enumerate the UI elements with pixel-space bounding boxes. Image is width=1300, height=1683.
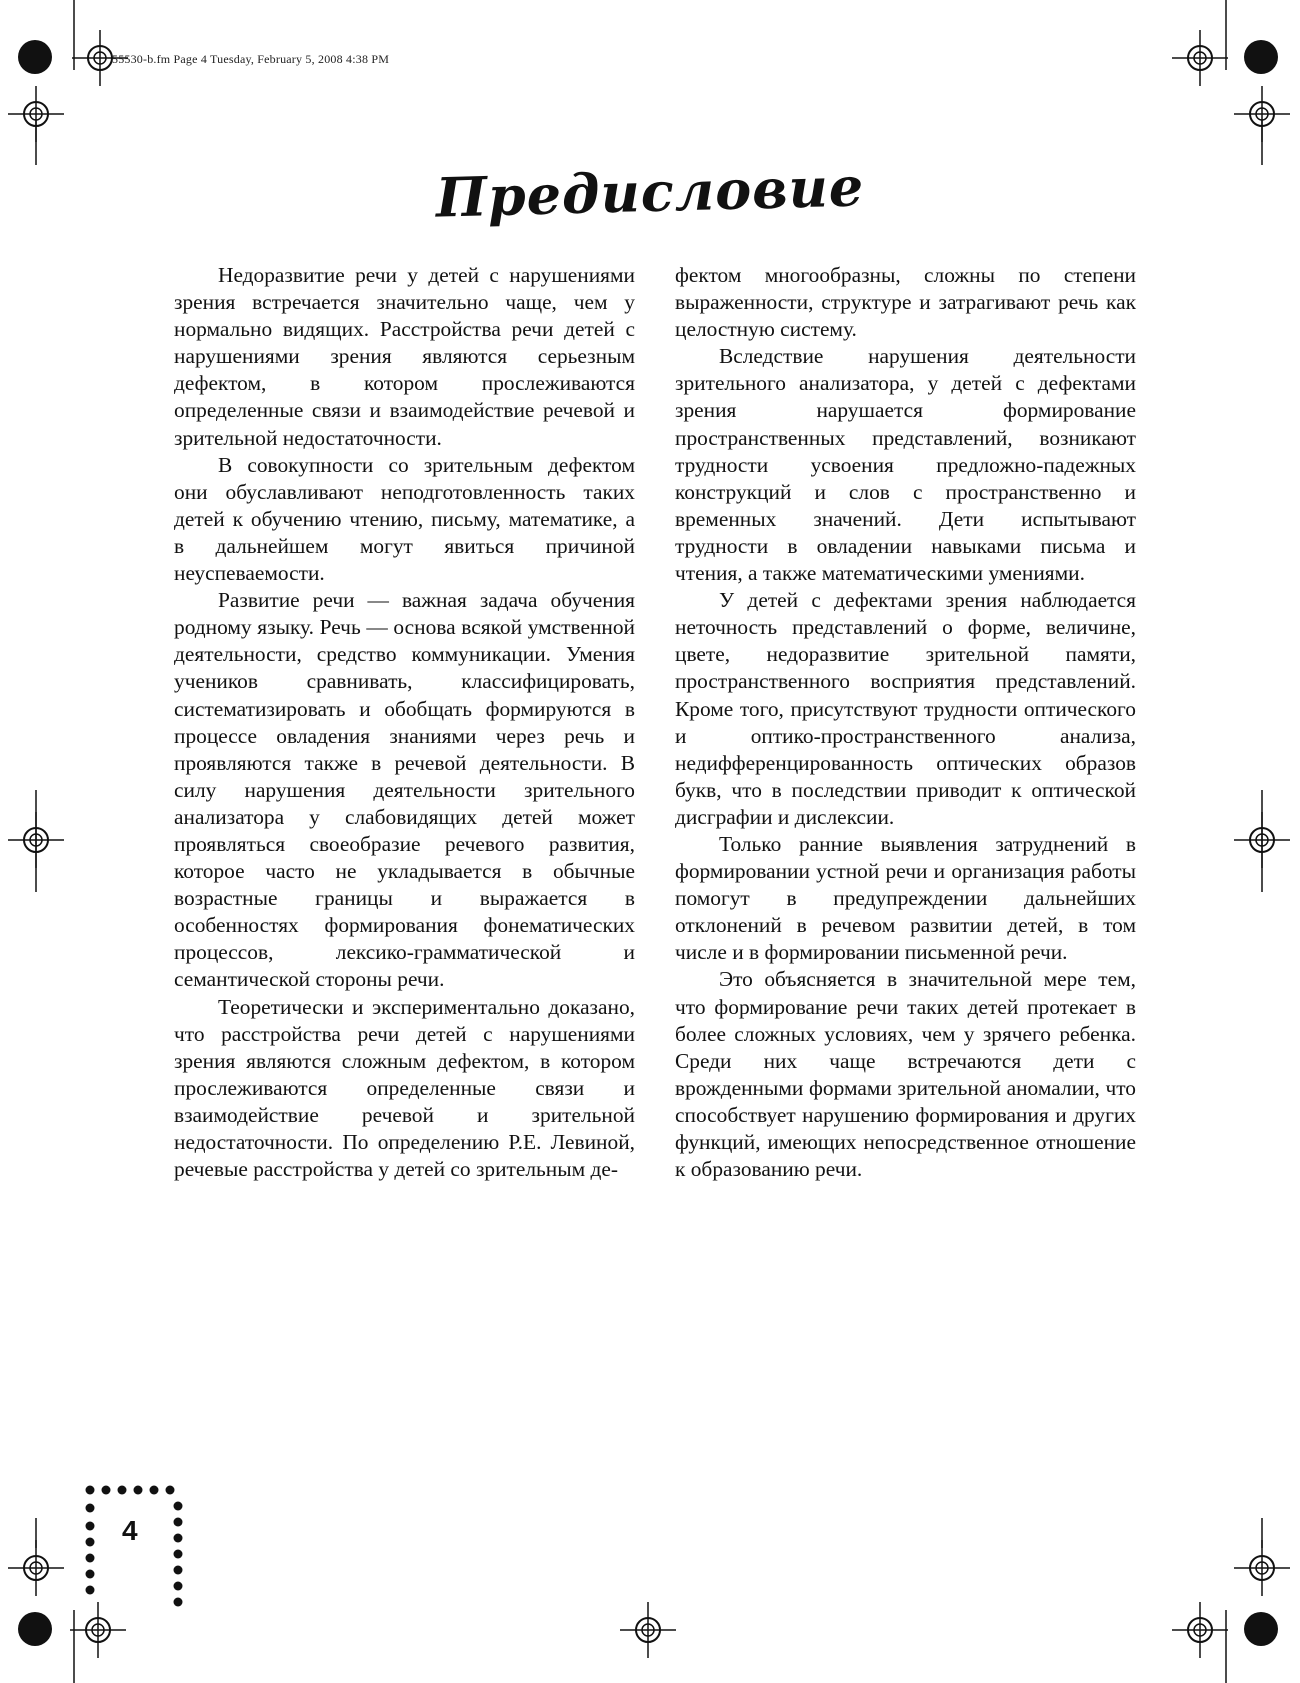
paragraph: Это объясняется в значительной мере тем, что формирование речи таких детей протекает в более сложных условиях, чем у зрячего ребенка. Среди них чаще встречаются дети с врожденными формами зрительной аномалии, что способствует нарушению формирования и других функций, имеющих непосредственное отношение к образованию речи.: [675, 967, 1136, 1182]
paragraph: Вследствие нарушения деятельности зрительного анализатора, у детей с дефектами зрения нарушается формирование пространственных представлений, возникают трудности усвоения предложно-падежных конструкций и слов с пространственно и временных значений. Дети испытывают трудности в овладении навыками письма и чтения, а также математическими умениями.: [675, 344, 1136, 586]
paragraph: У детей с дефектами зрения наблюдается неточность представлений о форме, величине, цвете, недоразвитие зрительной памяти, пространственного восприятия представлений. Кроме того, присутствуют трудности оптического и оптико-пространственного анализа, недифференцированность оптических образов букв, что в последствии приводит к оптической дисграфии и дислексии.: [675, 588, 1136, 829]
left-column: [174, 262, 635, 1183]
corner-dot-bottom-left-icon: [18, 1612, 52, 1646]
page-title: Предисловие: [435, 154, 865, 230]
page-number-frame: [80, 1484, 188, 1610]
corner-dot-bottom-right-icon: [1244, 1612, 1278, 1646]
page-number: 4: [122, 1515, 138, 1546]
paragraph: фектом многообразны, сложны по степени выраженности, структуре и затрагивают речь как целостную систему.: [675, 263, 1136, 342]
right-column: [675, 262, 1136, 1183]
paragraph: Теоретически и экспериментально доказано, что расстройства речи детей с нарушениями зрения являются сложным дефектом, в котором прослеживаются определенные связи и взаимодействие речевой и зрительной недостаточности. По определению Р.Е. Левиной, речевые расстройства у детей со зрительным де-: [174, 994, 635, 1182]
print-slug: 55530-b.fm Page 4 Tuesday, February 5, 2008 4:38 PM: [112, 52, 390, 66]
paragraph: Недоразвитие речи у детей с нарушениями зрения встречается значительно чаще, чем у нормально видящих. Расстройства речи детей с нарушениями зрения являются серьезным дефектом, в котором прослеживаются определенные связи и взаимодействие речевой и зрительной недостаточности.: [174, 263, 635, 450]
paragraph: В совокупности со зрительным дефектом они обуславливают неподготовленность таких детей к обучению чтению, письму, математике, а в дальнейшем могут явиться причиной неуспеваемости.: [174, 452, 635, 586]
paragraph: Развитие речи — важная задача обучения родному языку. Речь — основа всякой умственной деятельности, средство коммуникации. Умения учеников сравнивать, классифицировать, систематизировать и обобщать формируются в процессе овладения знаниями через речь и проявляются также в речевой деятельности. В силу нарушения деятельности зрительного анализатора у слабовидящих детей может проявляться своеобразие речевого развития, которое часто не укладывается в обычные возрастные границы и выражается в особенностях формирования фонематических процессов, лексико-грамматической и семантической стороны речи.: [174, 588, 635, 992]
paragraph: Только ранние выявления затруднений в формировании устной речи и организация работы помогут в предупреждении дальнейших отклонений в речевом развитии детей, в том числе и в формировании письменной речи.: [675, 831, 1136, 965]
corner-dot-top-left-icon: [18, 40, 52, 74]
corner-dot-top-right-icon: [1244, 40, 1278, 74]
